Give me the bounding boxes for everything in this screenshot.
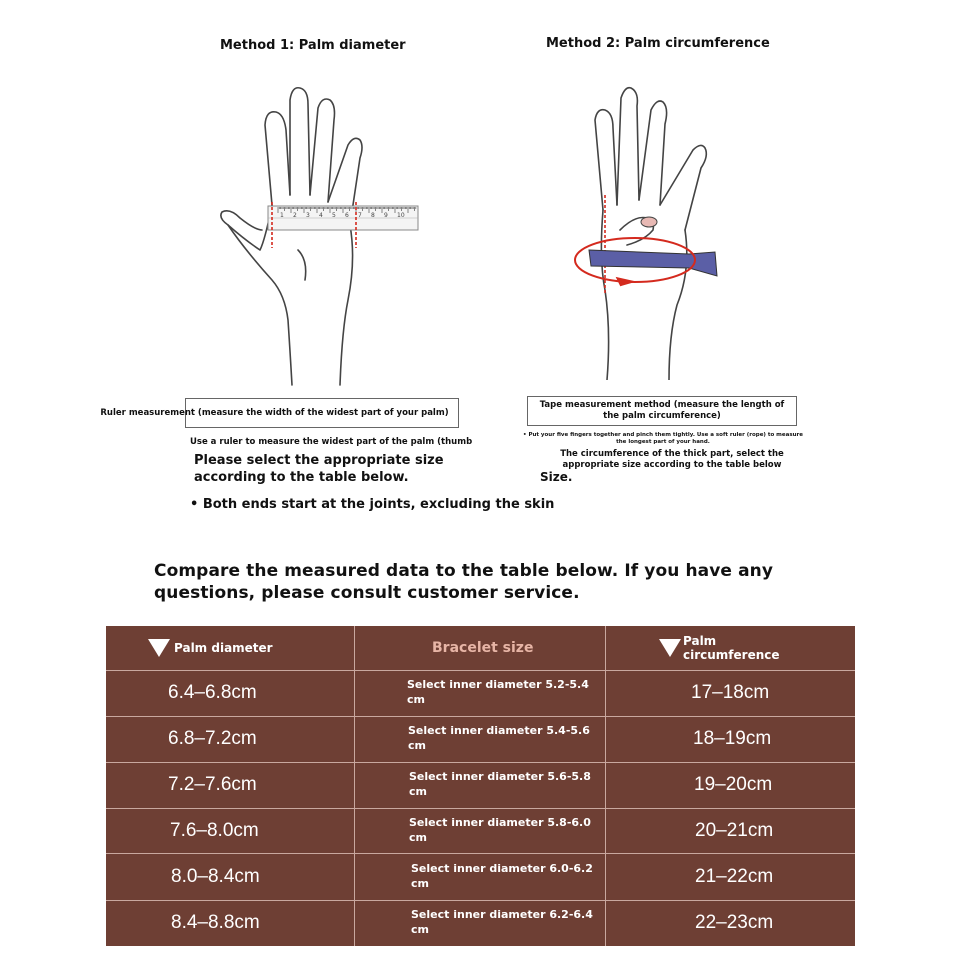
cell-bracelet-size: Select inner diameter 6.2-6.4 cm	[411, 908, 593, 936]
size-table	[106, 626, 855, 946]
header-bracelet-size-label: Bracelet size	[432, 640, 534, 656]
triangle-down-icon	[659, 639, 681, 657]
cell-palm-circumference: 20–21cm	[695, 819, 774, 841]
ruler-number: 5	[332, 212, 336, 219]
method1-box	[100, 398, 459, 428]
triangle-down-icon	[148, 639, 170, 657]
method1-bullet-text: Both ends start at the joints, excluding the skin	[202, 497, 555, 512]
cell-bracelet-size: Select inner diameter 5.8-6.0 cm	[409, 815, 591, 844]
cell-bracelet-size: Select inner diameter 6.0-6.2 cm	[411, 861, 593, 890]
hand-ruler-illustration	[210, 80, 430, 390]
method1-box-label: Ruler measurement (measure the width of the widest part of your palm)	[100, 407, 449, 418]
cell-bracelet-size: Select inner diameter 5.2-5.4 cm	[407, 678, 589, 706]
bullet-dot: •	[190, 497, 199, 512]
cell-bracelet-size: Select inner diameter 5.6-5.8 cm	[409, 770, 591, 798]
method1-note: Use a ruler to measure the widest part of the palm (thumb	[190, 437, 473, 447]
cell-palm-circumference: 19–20cm	[694, 774, 773, 795]
ruler-number: 10	[397, 212, 405, 219]
ruler-number: 2	[293, 212, 297, 219]
cell-palm-diameter: 7.2–7.6cm	[168, 774, 257, 795]
header-palm-circumference	[659, 632, 783, 664]
method2-box	[527, 396, 797, 426]
method2-size-word: Size.	[540, 470, 573, 484]
method1-title: Method 1: Palm diameter	[220, 38, 406, 53]
ruler-number: 7	[358, 212, 362, 219]
ruler-number: 4	[319, 212, 323, 219]
header-palm-diameter	[148, 636, 273, 660]
cell-palm-diameter: 6.8–7.2cm	[168, 728, 257, 749]
cell-palm-diameter: 8.0–8.4cm	[171, 865, 260, 887]
cell-palm-circumference: 22–23cm	[695, 912, 774, 933]
compare-text: Compare the measured data to the table below. If you have any questions, please consult customer service.	[154, 561, 774, 604]
cell-palm-diameter: 8.4–8.8cm	[171, 912, 260, 933]
ruler-number: 8	[371, 212, 375, 219]
ruler-number: 1	[280, 212, 284, 219]
cell-bracelet-size: Select inner diameter 5.4-5.6 cm	[408, 724, 590, 752]
header-bracelet-size	[432, 636, 533, 660]
method2-box-label: Tape measurement method (measure the length of the palm circumference)	[539, 400, 785, 421]
cell-palm-circumference: 18–19cm	[693, 728, 772, 749]
header-palm-circumference-label: Palm circumference	[683, 633, 780, 662]
ruler-number: 9	[384, 212, 388, 219]
method2-title: Method 2: Palm circumference	[546, 36, 770, 51]
method2-note: • Put your five fingers together and pinch them tightly. Use a soft ruler (rope) to measure the longest part of your hand.	[523, 432, 803, 445]
cell-palm-circumference: 21–22cm	[695, 865, 774, 887]
header-palm-diameter-label: Palm diameter	[174, 641, 273, 655]
ruler-number: 6	[345, 212, 349, 219]
cell-palm-diameter: 6.4–6.8cm	[168, 682, 257, 703]
cell-palm-diameter: 7.6–8.0cm	[170, 819, 259, 841]
cell-palm-circumference: 17–18cm	[691, 682, 770, 703]
ruler-number: 3	[306, 212, 310, 219]
col-divider	[354, 626, 355, 946]
method1-bullet	[190, 497, 554, 514]
method2-instruction: The circumference of the thick part, select the appropriate size according to the table below	[560, 449, 784, 471]
col-divider	[605, 626, 606, 946]
method1-instruction: Please select the appropriate size according to the table below.	[194, 453, 444, 485]
hand-tape-illustration	[565, 80, 735, 380]
